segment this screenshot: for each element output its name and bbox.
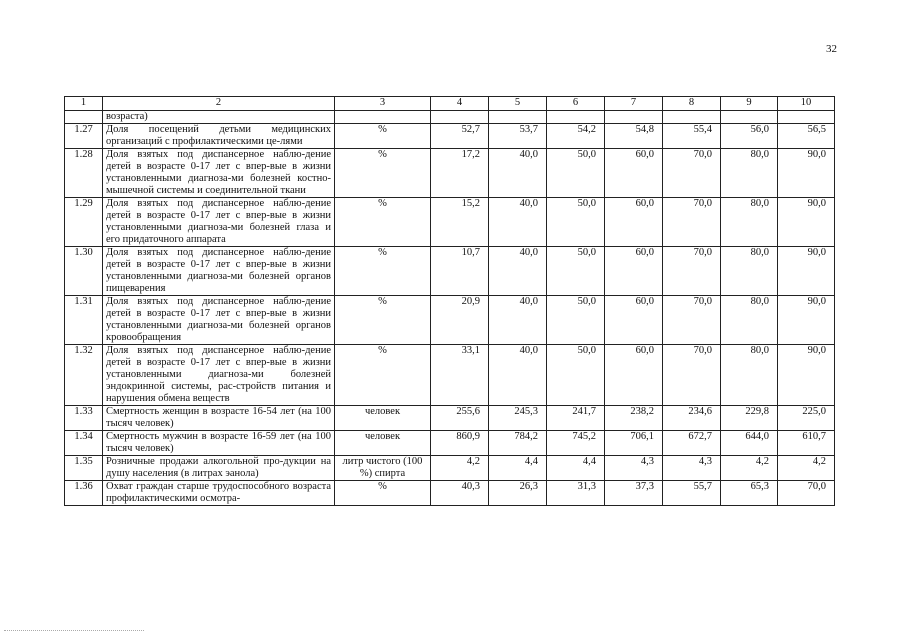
value-cell: 60,0 (605, 345, 663, 406)
value-cell: 80,0 (721, 149, 778, 198)
value-cell: 70,0 (778, 481, 835, 506)
indicators-table (64, 96, 835, 506)
value-cell: 90,0 (778, 296, 835, 345)
unit-cell: % (335, 345, 431, 406)
value-cell: 31,3 (547, 481, 605, 506)
indicator-name: Доля взятых под диспансерное наблю-дение детей в возрасте 0-17 лет с впер-вые в жизни установленными диагноза-ми болезней органов кровообращения (103, 296, 335, 345)
value-cell: 860,9 (431, 431, 489, 456)
value-cell: 4,4 (547, 456, 605, 481)
value-cell: 4,2 (778, 456, 835, 481)
value-cell: 80,0 (721, 247, 778, 296)
value-cell: 40,3 (431, 481, 489, 506)
table-header-row (65, 97, 835, 111)
column-header: 10 (778, 97, 835, 111)
row-number: 1.29 (65, 198, 103, 247)
value-cell: 54,2 (547, 124, 605, 149)
value-cell: 90,0 (778, 345, 835, 406)
value-cell: 70,0 (663, 149, 721, 198)
unit-cell: человек (335, 431, 431, 456)
table-row (65, 345, 835, 406)
value-cell: 70,0 (663, 247, 721, 296)
value-cell: 50,0 (547, 149, 605, 198)
table-row (65, 431, 835, 456)
column-header: 5 (489, 97, 547, 111)
value-cell: 706,1 (605, 431, 663, 456)
value-cell: 70,0 (663, 345, 721, 406)
value-cell: 52,7 (431, 124, 489, 149)
value-cell: 50,0 (547, 198, 605, 247)
value-cell: 56,0 (721, 124, 778, 149)
value-cell: 65,3 (721, 481, 778, 506)
value-cell: 50,0 (547, 296, 605, 345)
value-cell: 55,4 (663, 124, 721, 149)
value-cell: 610,7 (778, 431, 835, 456)
value-cell: 40,0 (489, 296, 547, 345)
value-cell: 53,7 (489, 124, 547, 149)
column-header: 9 (721, 97, 778, 111)
value-cell: 672,7 (663, 431, 721, 456)
value-cell: 26,3 (489, 481, 547, 506)
value-cell: 238,2 (605, 406, 663, 431)
value-cell: 234,6 (663, 406, 721, 431)
unit-cell: % (335, 296, 431, 345)
row-number: 1.30 (65, 247, 103, 296)
scan-artifact (4, 630, 144, 633)
value-cell: 40,0 (489, 345, 547, 406)
column-header: 3 (335, 97, 431, 111)
value-cell: 60,0 (605, 149, 663, 198)
value-cell: 54,8 (605, 124, 663, 149)
column-header: 1 (65, 97, 103, 111)
table-row (65, 149, 835, 198)
unit-cell: % (335, 247, 431, 296)
column-header: 2 (103, 97, 335, 111)
value-cell: 40,0 (489, 247, 547, 296)
value-cell: 60,0 (605, 296, 663, 345)
value-cell: 56,5 (778, 124, 835, 149)
value-cell: 4,3 (605, 456, 663, 481)
value-cell: 90,0 (778, 198, 835, 247)
column-header: 4 (431, 97, 489, 111)
page-number: 32 (826, 43, 837, 55)
value-cell: 225,0 (778, 406, 835, 431)
value-cell: 229,8 (721, 406, 778, 431)
indicator-name: Розничные продажи алкогольной про-дукции на душу населения (в литрах эанола) (103, 456, 335, 481)
unit-cell: % (335, 198, 431, 247)
row-number: 1.36 (65, 481, 103, 506)
value-cell: 80,0 (721, 296, 778, 345)
indicator-name: Доля взятых под диспансерное наблю-дение детей в возрасте 0-17 лет с впер-вые в жизни установленными диагноза-ми болезней костно-мышечной системы и соединительной ткани (103, 149, 335, 198)
value-cell: 60,0 (605, 198, 663, 247)
value-cell: 17,2 (431, 149, 489, 198)
indicator-name: Смертность женщин в возрасте 16-54 лет (на 100 тысяч человек) (103, 406, 335, 431)
table-row (65, 481, 835, 506)
value-cell: 90,0 (778, 247, 835, 296)
row-number: 1.28 (65, 149, 103, 198)
value-cell: 10,7 (431, 247, 489, 296)
unit-cell: % (335, 124, 431, 149)
table-row (65, 198, 835, 247)
continued-text: возраста) (103, 111, 335, 124)
value-cell: 40,0 (489, 198, 547, 247)
value-cell: 245,3 (489, 406, 547, 431)
value-cell: 15,2 (431, 198, 489, 247)
table-row (65, 406, 835, 431)
column-header: 6 (547, 97, 605, 111)
value-cell: 50,0 (547, 247, 605, 296)
value-cell: 50,0 (547, 345, 605, 406)
column-header: 8 (663, 97, 721, 111)
value-cell: 37,3 (605, 481, 663, 506)
unit-cell: человек (335, 406, 431, 431)
value-cell: 644,0 (721, 431, 778, 456)
indicator-name: Доля взятых под диспансерное наблю-дение детей в возрасте 0-17 лет с впер-вые в жизни установленными диагноза-ми болезней эндокринной системы, рас-стройств питания и нарушения обмена веществ (103, 345, 335, 406)
table-row (65, 124, 835, 149)
continued-row (65, 111, 835, 124)
unit-cell: % (335, 149, 431, 198)
table-row (65, 296, 835, 345)
row-number: 1.27 (65, 124, 103, 149)
unit-cell: литр чистого (100 %) спирта (335, 456, 431, 481)
value-cell: 70,0 (663, 198, 721, 247)
value-cell: 33,1 (431, 345, 489, 406)
value-cell: 20,9 (431, 296, 489, 345)
indicator-name: Охват граждан старше трудоспособного возраста профилактическими осмотра- (103, 481, 335, 506)
value-cell: 784,2 (489, 431, 547, 456)
value-cell: 55,7 (663, 481, 721, 506)
value-cell: 90,0 (778, 149, 835, 198)
value-cell: 255,6 (431, 406, 489, 431)
value-cell: 4,2 (721, 456, 778, 481)
value-cell: 40,0 (489, 149, 547, 198)
value-cell: 80,0 (721, 198, 778, 247)
value-cell: 80,0 (721, 345, 778, 406)
value-cell: 241,7 (547, 406, 605, 431)
indicator-name: Доля взятых под диспансерное наблю-дение детей в возрасте 0-17 лет с впер-вые в жизни установленными диагноза-ми болезней органов пищеварения (103, 247, 335, 296)
column-header: 7 (605, 97, 663, 111)
value-cell: 4,3 (663, 456, 721, 481)
value-cell: 745,2 (547, 431, 605, 456)
indicator-name: Смертность мужчин в возрасте 16-59 лет (на 100 тысяч человек) (103, 431, 335, 456)
value-cell: 60,0 (605, 247, 663, 296)
indicator-name: Доля посещений детьми медицинских организаций с профилактическими це-лями (103, 124, 335, 149)
value-cell: 4,2 (431, 456, 489, 481)
row-number: 1.31 (65, 296, 103, 345)
row-number: 1.34 (65, 431, 103, 456)
row-number: 1.33 (65, 406, 103, 431)
row-number: 1.32 (65, 345, 103, 406)
unit-cell: % (335, 481, 431, 506)
table-row (65, 456, 835, 481)
value-cell: 4,4 (489, 456, 547, 481)
value-cell: 70,0 (663, 296, 721, 345)
row-number: 1.35 (65, 456, 103, 481)
table-row (65, 247, 835, 296)
indicator-name: Доля взятых под диспансерное наблю-дение детей в возрасте 0-17 лет с впер-вые в жизни установленными диагноза-ми болезней глаза и его придаточного аппарата (103, 198, 335, 247)
